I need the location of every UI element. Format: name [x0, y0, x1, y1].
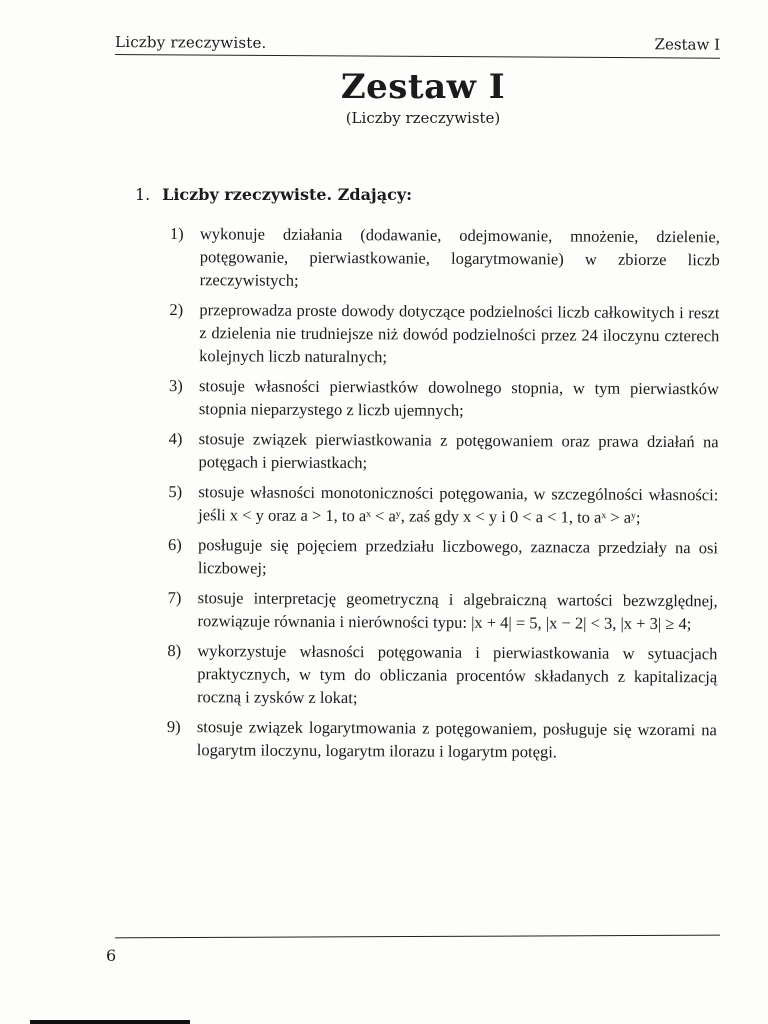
item-number: 7) [167, 587, 182, 608]
item-text: stosuje własności monotoniczności potęgowania, w szczególności własności: jeśli x < y oraz a > 1, to aˣ < aʸ, zaś gdy x < y i 0 < a < 1, to aˣ > aʸ; [198, 482, 719, 527]
item-number: 2) [169, 299, 184, 320]
list-item [167, 715, 717, 764]
list-item [168, 427, 718, 476]
list-item [170, 222, 720, 294]
section-number: 1. [135, 185, 151, 204]
item-number: 9) [166, 716, 181, 737]
item-number: 4) [168, 428, 183, 449]
page-number: 6 [106, 946, 117, 965]
list-item [167, 639, 717, 711]
list-item [168, 533, 718, 582]
item-text: przeprowadza proste dowody dotyczące podzielności liczb całkowitych i reszt z dzielenia nie trudniejsze niż dowód podzielności przez 24 iloczynu czterech kolejnych liczb naturalnych; [199, 300, 720, 367]
item-number: 3) [168, 375, 183, 396]
running-head-right: Zestaw I [654, 35, 721, 54]
page-subtitle: (Liczby rzeczywiste) [345, 108, 501, 127]
item-text: stosuje interpretację geometryczną i algebraiczną wartości bezwzględnej, rozwiązuje równania i nierówności typu: |x + 4| = 5, |x − 2| < 3, |x + 3| ≥ 4; [197, 588, 718, 634]
item-text: posługuje się pojęciem przedziału liczbowego, zaznacza przedziały na osi liczbowej; [197, 535, 719, 578]
item-text: wykorzystuje własności potęgowania i pierwiastkowania w sytuacjach praktycznych, w tym do obliczania procentów składanych z kapitalizacją roczną i zysków z lokat; [197, 641, 718, 708]
list-item [167, 586, 717, 635]
item-number: 8) [167, 640, 182, 661]
item-text: stosuje związek pierwiastkowania z potęgowaniem oraz prawa działań na potęgach i pierwiastkach; [198, 429, 719, 473]
scan-edge-shadow [30, 1020, 190, 1024]
item-text: stosuje własności pierwiastków dowolnego stopnia, w tym pierwiastków stopnia nieparzystego z liczb ujemnych; [198, 376, 720, 420]
section-heading [135, 185, 412, 204]
list-item [168, 480, 718, 529]
title-block [0, 67, 768, 127]
page-title: Zestaw I [340, 67, 506, 107]
item-number: 6) [167, 534, 182, 555]
requirements-list [167, 222, 720, 771]
running-head-left: Liczby rzeczywiste. [115, 33, 267, 52]
item-text: wykonuje działania (dodawanie, odejmowanie, mnożenie, dzielenie, potęgowanie, pierwiastkowanie, logarytmowanie) w zbiorze liczb rzeczywistych; [199, 224, 720, 290]
running-head [115, 28, 720, 59]
footer-rule [115, 935, 720, 939]
item-number: 5) [168, 481, 183, 502]
section-label: Liczby rzeczywiste. Zdający: [162, 185, 413, 204]
list-item [169, 374, 719, 423]
item-number: 1) [169, 223, 184, 244]
item-text: stosuje związek logarytmowania z potęgowaniem, posługuje się wzorami na logarytm iloczynu, logarytm ilorazu i logarytm potęgi. [196, 717, 717, 762]
list-item [169, 298, 719, 370]
